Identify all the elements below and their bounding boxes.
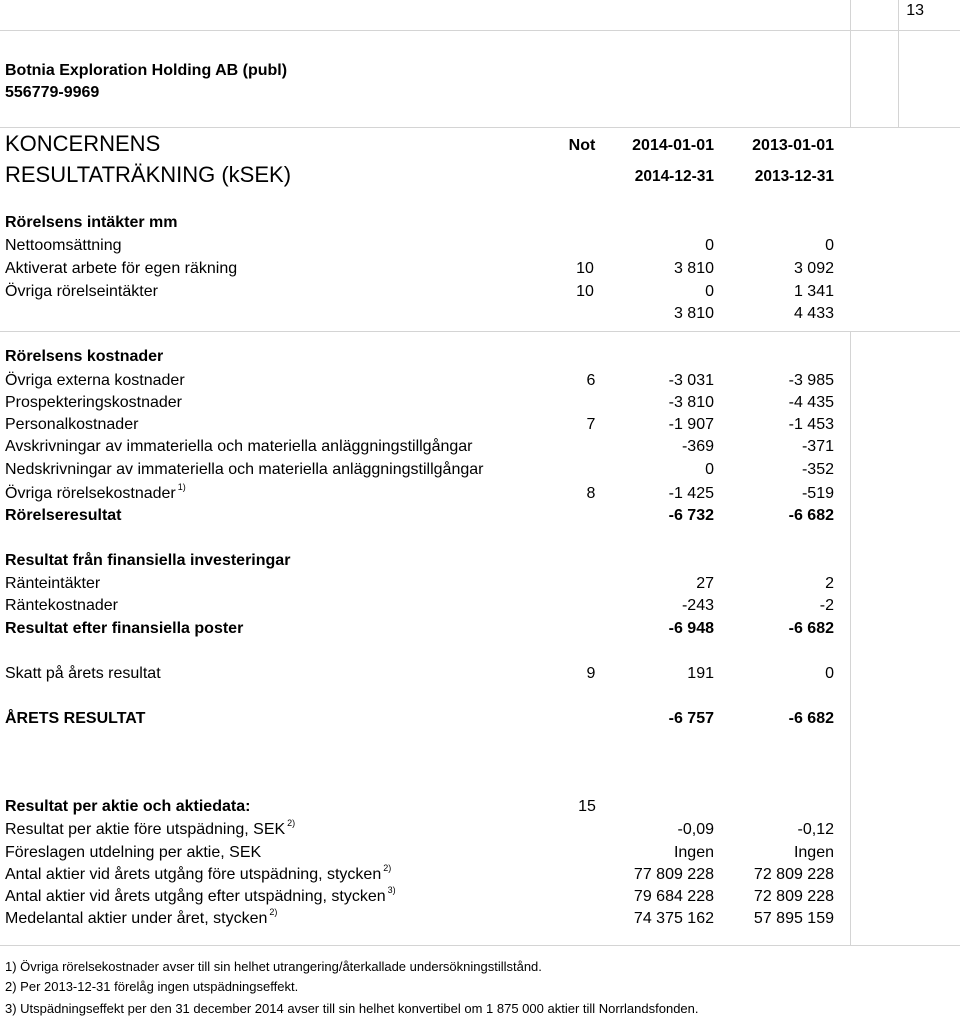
value-2013: -0,12 [797, 821, 834, 838]
company-name: Botnia Exploration Holding AB (publ) [5, 62, 288, 79]
net-result-label: ÅRETS RESULTAT [5, 710, 146, 727]
col-2014-to: 2014-12-31 [634, 168, 714, 185]
value-2013: -1 453 [788, 416, 834, 433]
footnote-marker: 2) [269, 907, 278, 917]
subtotal-2014: 3 810 [673, 305, 714, 322]
footnote-marker: 2) [287, 818, 296, 828]
row-note: 10 [576, 260, 594, 277]
row-label: Personalkostnader [5, 416, 139, 433]
net-result-2014: -6 757 [668, 710, 714, 727]
value-2013: -4 435 [788, 394, 834, 411]
value-2013: 3 092 [793, 260, 834, 277]
value-2014: 0 [705, 461, 714, 478]
row-note: 10 [576, 283, 594, 300]
statement-title-line1: KONCERNENS [5, 131, 161, 156]
value-2013: -519 [801, 485, 834, 502]
value-2013: 72 809 228 [753, 866, 834, 883]
value-2014: 77 809 228 [633, 866, 714, 883]
footnote-1: 1) Övriga rörelsekostnader avser till sin helhet utrangering/återkallade undersökningstillstånd. [5, 959, 542, 974]
value-2014: -1 907 [668, 416, 714, 433]
row-label: Övriga externa kostnader [5, 372, 185, 389]
row-note: 7 [586, 416, 596, 433]
section-heading-per-share: Resultat per aktie och aktiedata: [5, 798, 251, 815]
footnote-2: 2) Per 2013-12-31 förelåg ingen utspädningseffekt. [5, 979, 299, 994]
value-2013: -371 [801, 438, 834, 455]
page-number: 13 [906, 2, 924, 19]
row-label: Övriga rörelseintäkter [5, 283, 158, 300]
row-label: Resultat per aktie före utspädning, SEK $^{2)}$ [5, 818, 296, 838]
operating-result-label: Rörelseresultat [5, 507, 122, 524]
value-2014: Ingen [673, 844, 714, 861]
row-note: 6 [586, 372, 596, 389]
row-label: Antal aktier vid årets utgång efter utspädning, stycken $^{3)}$ [5, 885, 396, 905]
tax-2013: 0 [825, 665, 834, 682]
row-label: Aktiverat arbete för egen räkning [5, 260, 238, 277]
tax-note: 9 [586, 665, 596, 682]
footnote-3: 3) Utspädningseffekt per den 31 december 2014 avser till sin helhet konvertibel om 1 875 000 aktier till Norrlandsfonden. [5, 1001, 699, 1016]
row-label: Prospekteringskostnader [5, 394, 182, 411]
value-2013: 72 809 228 [753, 888, 834, 905]
value-2013: 1 341 [793, 283, 834, 300]
value-2014: -3 810 [668, 394, 714, 411]
value-2014: 3 810 [673, 260, 714, 277]
footnote-marker: 2) [383, 863, 392, 873]
company-org-number: 556779-9969 [5, 84, 100, 101]
col-2014-from: 2014-01-01 [632, 137, 714, 154]
row-label: Nedskrivningar av immateriella och materiella anläggningstillgångar [5, 461, 484, 478]
tax-2014: 191 [687, 665, 714, 682]
section-heading-financial: Resultat från finansiella investeringar [5, 552, 291, 569]
value-2013: 2 [825, 575, 834, 592]
not-column-header: Not [568, 137, 596, 154]
row-label: Avskrivningar av immateriella och materiella anläggningstillgångar [5, 438, 473, 455]
value-2014: 79 684 228 [633, 888, 714, 905]
value-2014: -243 [681, 597, 714, 614]
col-2013-from: 2013-01-01 [752, 137, 834, 154]
row-label: Medelantal aktier under året, stycken $^{2)}$ [5, 907, 278, 927]
value-2014: -1 425 [668, 485, 714, 502]
net-result-2013: -6 682 [788, 710, 834, 727]
row-note: 8 [586, 485, 596, 502]
per-share-note: 15 [578, 798, 596, 815]
value-2013: -3 985 [788, 372, 834, 389]
footnote-marker: 1) [177, 482, 186, 492]
value-2014: -3 031 [668, 372, 714, 389]
financial-result-2013: -6 682 [788, 620, 834, 637]
value-2014: 0 [705, 237, 714, 254]
row-label: Övriga rörelsekostnader $^{1)}$ [5, 482, 186, 502]
subtotal-2013: 4 433 [793, 305, 834, 322]
row-label: Ränteintäkter [5, 575, 101, 592]
tax-label: Skatt på årets resultat [5, 665, 161, 682]
value-2013: Ingen [793, 844, 834, 861]
operating-result-2013: -6 682 [788, 507, 834, 524]
row-label: Räntekostnader [5, 597, 118, 614]
value-2014: 27 [696, 575, 714, 592]
value-2014: 0 [705, 283, 714, 300]
value-2014: -369 [681, 438, 714, 455]
operating-result-2014: -6 732 [668, 507, 714, 524]
value-2013: 57 895 159 [753, 910, 834, 927]
value-2013: 0 [825, 237, 834, 254]
value-2013: -352 [801, 461, 834, 478]
row-label: Antal aktier vid årets utgång före utspädning, stycken $^{2)}$ [5, 863, 392, 883]
statement-title-line2: RESULTATRÄKNING (kSEK) [5, 162, 292, 187]
section-heading-costs: Rörelsens kostnader [5, 348, 164, 365]
value-2014: -0,09 [677, 821, 714, 838]
value-2013: -2 [819, 597, 834, 614]
section-heading-revenue: Rörelsens intäkter mm [5, 214, 178, 231]
row-label: Nettoomsättning [5, 237, 122, 254]
col-2013-to: 2013-12-31 [754, 168, 834, 185]
financial-result-2014: -6 948 [668, 620, 714, 637]
financial-result-label: Resultat efter finansiella poster [5, 620, 244, 637]
footnote-marker: 3) [387, 885, 396, 895]
row-label: Föreslagen utdelning per aktie, SEK [5, 844, 262, 861]
value-2014: 74 375 162 [633, 910, 714, 927]
